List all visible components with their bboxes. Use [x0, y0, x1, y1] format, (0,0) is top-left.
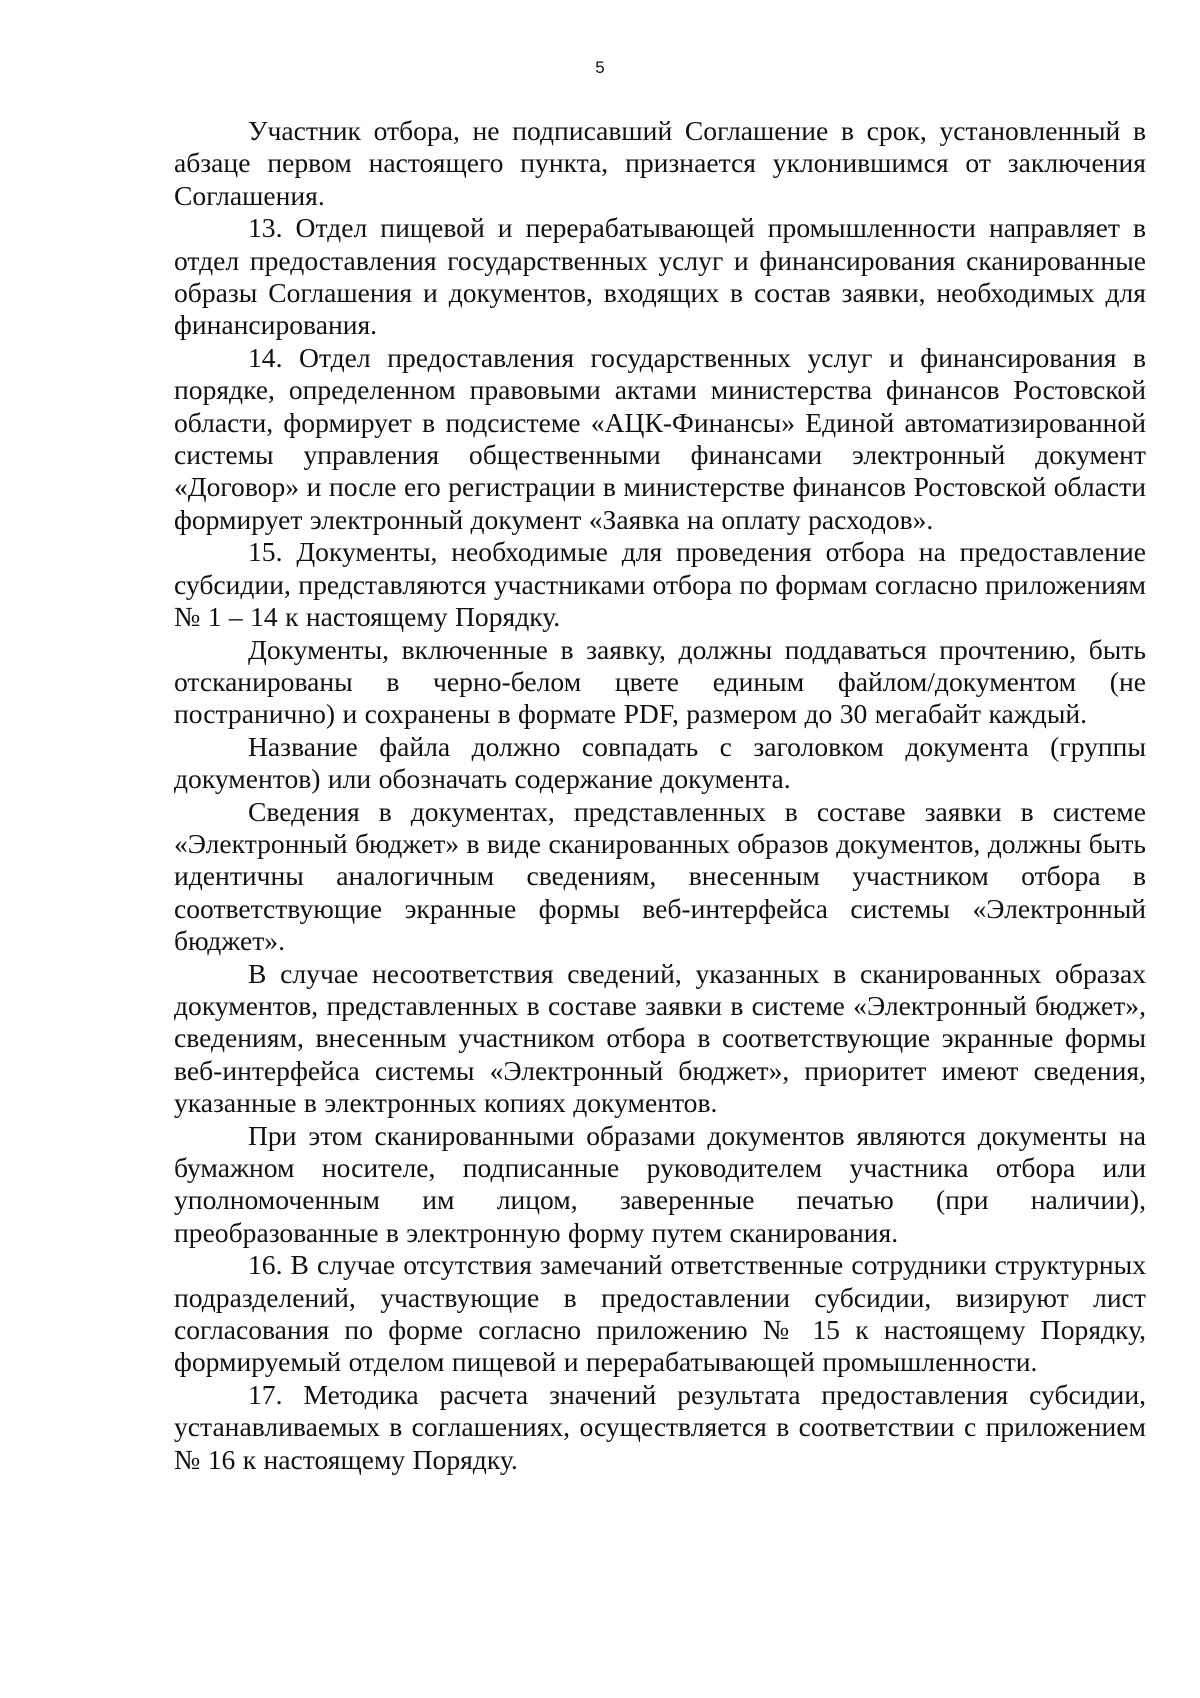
paragraph-documents-format: Документы, включенные в заявку, должны поддаваться прочтению, быть отсканированы в черно-белом цвете единым файлом/документом (не постранично) и сохранены в формате PDF, размером до 30 мегабайт каждый. — [174, 633, 1146, 730]
document-body — [174, 115, 1146, 1476]
paragraph-participant-evasion: Участник отбора, не подписавший Соглашение в срок, установленный в абзаце первом настоящего пункта, признается уклонившимся от заключения Соглашения. — [174, 115, 1146, 211]
paragraph-item-17: 17. Методика расчета значений результата предоставления субсидии, устанавливаемых в соглашениях, осуществляется в соответствии с приложением № 16 к настоящему Порядку. — [174, 1378, 1146, 1475]
paragraph-item-14: 14. Отдел предоставления государственных услуг и финансирования в порядке, определенном правовыми актами министерства финансов Ростовской области, формирует в подсистеме «АЦК-Финансы» Единой автоматизированной системы управления общественными финансами электронный документ «Договор» и после его регистрации в министерстве финансов Ростовской области формирует электронный документ «Заявка на оплату расходов». — [174, 341, 1146, 535]
paragraph-scanned-images: При этом сканированными образами документов являются документы на бумажном носителе, подписанные руководителем участника отбора или уполномоченным им лицом, заверенные печатью (при наличии), преобразованные в электронную форму путем сканирования. — [174, 1119, 1146, 1248]
paragraph-item-15: 15. Документы, необходимые для проведения отбора на предоставление субсидии, представляются участниками отбора по формам согласно приложениям № 1 – 14 к настоящему Порядку. — [174, 536, 1146, 633]
paragraph-file-name: Название файла должно совпадать с заголовком документа (группы документов) или обозначать содержание документа. — [174, 730, 1146, 795]
paragraph-data-priority: В случае несоответствия сведений, указанных в сканированных образах документов, представленных в составе заявки в системе «Электронный бюджет», сведениям, внесенным участником отбора в соответствующие экранные формы веб-интерфейса системы «Электронный бюджет», приоритет имеют сведения, указанные в электронных копиях документов. — [174, 957, 1146, 1119]
paragraph-item-16: 16. В случае отсутствия замечаний ответственные сотрудники структурных подразделений, участвующие в предоставлении субсидии, визируют лист согласования по форме согласно приложению № 15 к настоящему Порядку, формируемый отделом пищевой и перерабатывающей промышленности. — [174, 1249, 1146, 1378]
page-number: 5 — [595, 58, 605, 77]
paragraph-data-identity: Сведения в документах, представленных в составе заявки в системе «Электронный бюджет» в виде сканированных образов документов, должны быть идентичны аналогичным сведениям, внесенным участником отбора в соответствующие экранные формы веб-интерфейса системы «Электронный бюджет». — [174, 795, 1146, 957]
paragraph-item-13: 13. Отдел пищевой и перерабатывающей промышленности направляет в отдел предоставления государственных услуг и финансирования сканированные образы Соглашения и документов, входящих в состав заявки, необходимых для финансирования. — [174, 212, 1146, 341]
